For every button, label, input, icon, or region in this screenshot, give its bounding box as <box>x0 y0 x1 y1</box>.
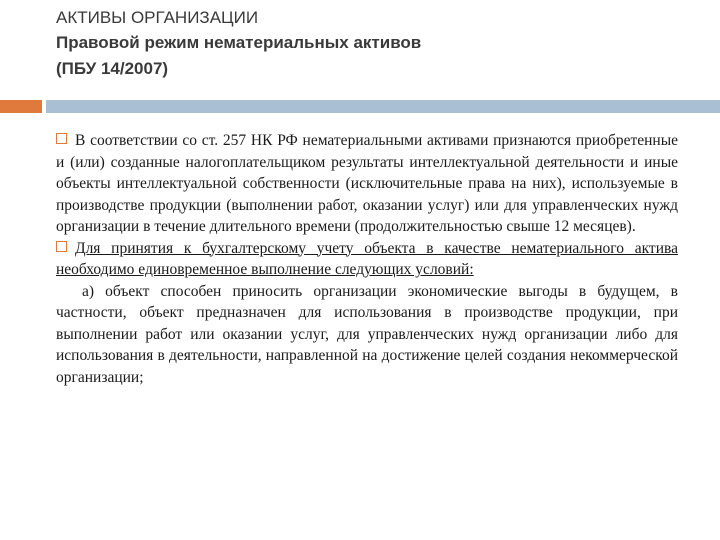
paragraph-2 <box>56 238 678 281</box>
square-bullet-icon <box>56 133 67 144</box>
slide-body <box>56 130 678 388</box>
slide-title <box>56 6 696 82</box>
square-bullet-icon <box>56 241 67 252</box>
title-line-3: (ПБУ 14/2007) <box>56 59 169 78</box>
title-line-2: Правовой режим нематериальных активов <box>56 33 422 52</box>
paragraph-2-text: Для принятия к бухгалтерскому учету объекта в качестве нематериального актива необходимо единовременное выполнение следующих условий: <box>56 239 678 278</box>
paragraph-3: а) объект способен приносить организации экономические выгоды в будущем, в частности, объект предназначен для использования в производстве продукции, при выполнении работ или оказании услуг, для управленческих нужд организации либо для использования в деятельности, направленной на достижение целей создания некоммерческой организации; <box>56 282 678 386</box>
accent-bar-orange <box>0 100 42 113</box>
title-line-1: АКТИВЫ ОРГАНИЗАЦИИ <box>56 8 259 27</box>
accent-bar-blue <box>46 100 720 113</box>
paragraph-1 <box>56 130 678 238</box>
paragraph-1-text: В соответствии со ст. 257 НК РФ нематериальными активами признаются приобретенные и (или) созданные налогоплательщиком результаты интеллектуальной деятельности и иные объекты интеллектуальной собственности (исключительные права на них), используемые в производстве продукции (выполнении работ, оказании услуг) или для управленческих нужд организации в течение длительного времени (продолжительностью свыше 12 месяцев). <box>56 132 678 235</box>
